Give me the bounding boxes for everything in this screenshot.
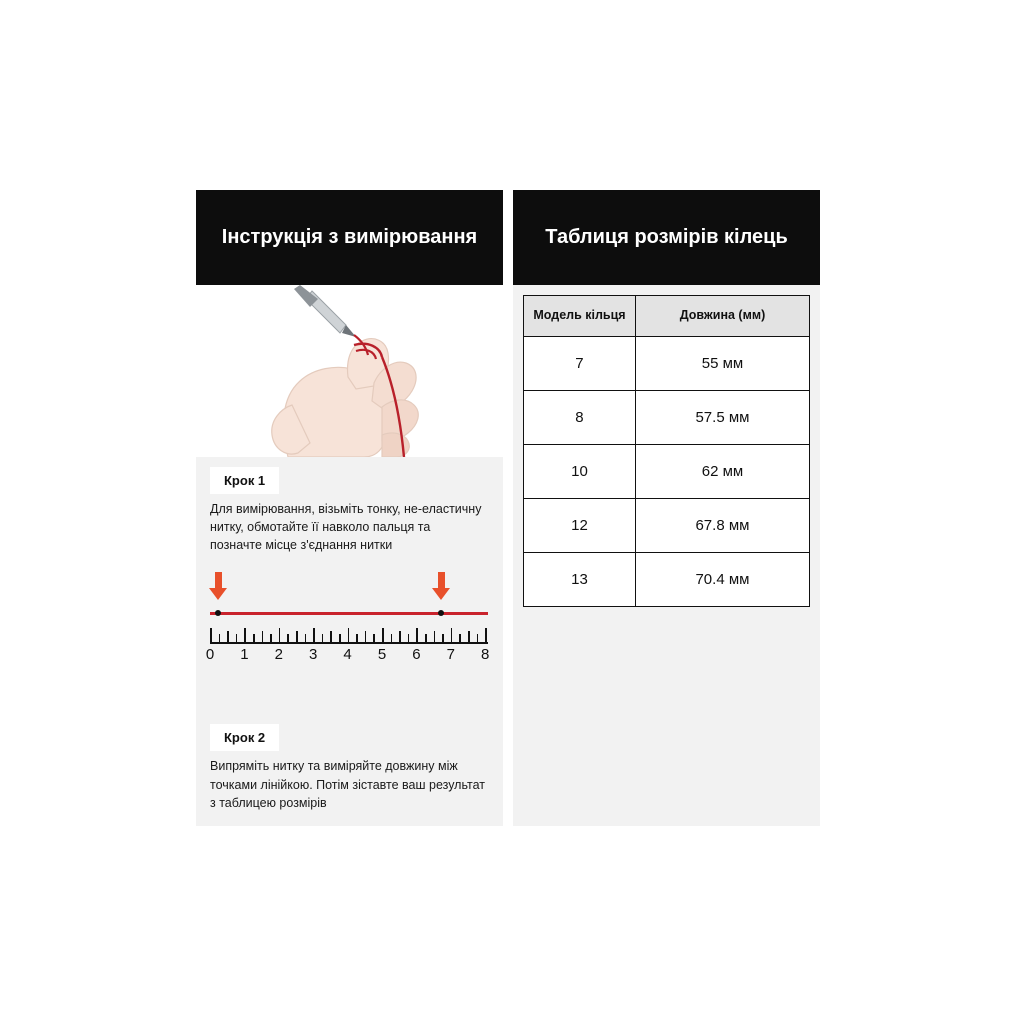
cell-length: 62 мм — [635, 444, 809, 498]
column-header-model: Модель кільця — [524, 296, 636, 337]
step-2-label: Крок 2 — [210, 724, 279, 751]
ruler-number: 6 — [412, 646, 421, 664]
table-header-row — [524, 296, 810, 337]
cell-model: 7 — [524, 336, 636, 390]
ruler-number: 5 — [377, 646, 387, 664]
cell-model: 12 — [524, 498, 636, 552]
size-table-panel — [513, 190, 820, 826]
thread-line — [210, 612, 488, 615]
measuring-instruction-panel — [196, 190, 503, 826]
cell-model: 8 — [524, 390, 636, 444]
ruler-number: 2 — [274, 646, 283, 664]
table-row — [524, 498, 810, 552]
cell-length: 67.8 мм — [635, 498, 809, 552]
ruler-number-row — [205, 646, 490, 668]
ruler-number: 1 — [240, 646, 249, 664]
hand-illustration-svg — [196, 285, 503, 457]
table-row — [524, 444, 810, 498]
ruler-number: 3 — [309, 646, 318, 664]
cell-model: 10 — [524, 444, 636, 498]
step-1-block — [196, 457, 503, 554]
ring-size-table — [523, 295, 810, 607]
size-table-wrapper — [513, 285, 820, 607]
cell-length: 70.4 мм — [635, 552, 809, 606]
thread-end-dot — [438, 610, 444, 616]
ruler-number: 7 — [446, 646, 455, 664]
thread-start-dot — [215, 610, 221, 616]
ruler-diagram — [196, 554, 503, 714]
table-row — [524, 390, 810, 444]
ruler-baseline — [210, 642, 488, 644]
step-1-label: Крок 1 — [210, 467, 279, 494]
cell-length: 57.5 мм — [635, 390, 809, 444]
cell-length: 55 мм — [635, 336, 809, 390]
step-2-block — [196, 714, 503, 811]
ruler-number: 8 — [481, 646, 490, 664]
ruler-ticks — [210, 620, 488, 642]
cell-model: 13 — [524, 552, 636, 606]
step-2-text: Випряміть нитку та виміряйте довжину між точками лінійкою. Потім зіставте ваш результат з таблицею розмірів — [210, 759, 485, 810]
size-table-title: Таблиця розмірів кілець — [513, 190, 820, 285]
table-row — [524, 336, 810, 390]
ruler-number: 0 — [205, 646, 215, 664]
instruction-title: Інструкція з вимірювання — [196, 190, 503, 285]
column-header-length: Довжина (мм) — [635, 296, 809, 337]
table-row — [524, 552, 810, 606]
step-1-text: Для вимірювання, візьміть тонку, не-еластичну нитку, обмотайте її навколо пальця та позначте місце з'єднання нитки — [210, 502, 482, 553]
ruler-number: 4 — [343, 646, 352, 664]
hand-with-thread-photo — [196, 285, 503, 457]
ring-size-infographic — [196, 190, 820, 826]
